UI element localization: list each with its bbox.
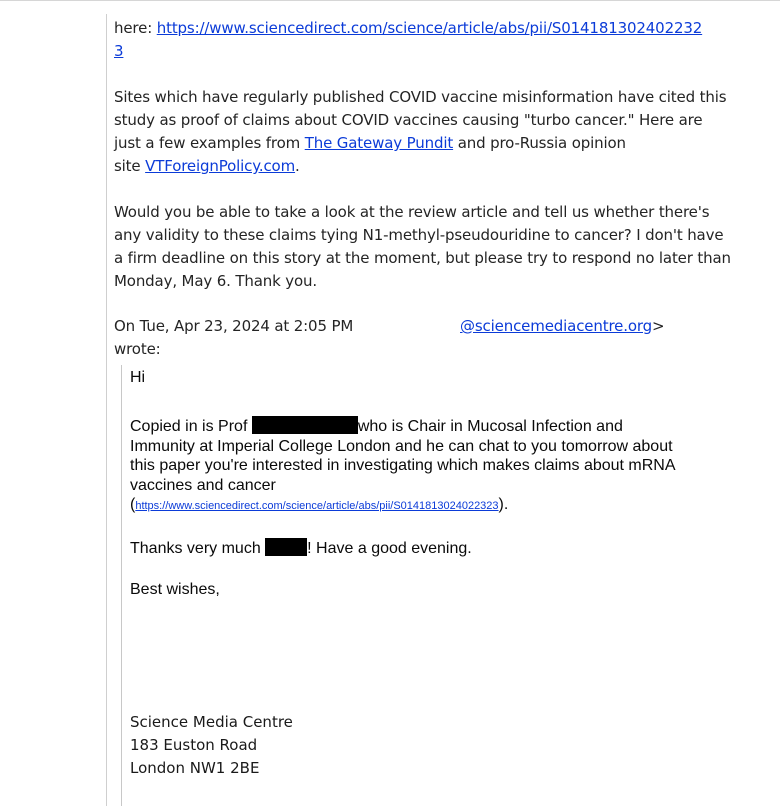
sciencedirect-link[interactable]: https://www.sciencedirect.com/science/article/abs/pii/S014181302402232	[156, 19, 703, 37]
intro-line-wrap	[114, 40, 123, 63]
redacted-recipient-name	[265, 538, 307, 556]
paragraph-request: Would you be able to take a look at the review article and tell us whether there's any validity to these claims tying N1-methyl-pseudouridine to cancer? I don't have a firm deadline on this story at the moment, but please try to respond no later than Monday, May 6. Thank you.	[114, 203, 731, 290]
best-wishes: Best wishes,	[130, 581, 220, 598]
quoted-body-paragraph: Copied in is Prof who is Chair in Mucosal Infection and Immunity at Imperial College London and he can chat to you tomorrow about this paper you're interested in investigating which makes claims about mRNA vaccines and cancer (https://www.sciencedirect.com/science/article/abs/pii/S0141813024022323).	[130, 418, 676, 513]
redacted-name	[252, 416, 358, 434]
reply-header: On Tue, Apr 23, 2024 at 2:05 PM @sciencemediacentre.org> wrote:	[114, 315, 674, 361]
top-divider	[0, 0, 780, 1]
signature-org: Science Media Centre	[130, 713, 293, 731]
signature-address-2: London NW1 2BE	[130, 759, 260, 777]
thanks-line: Thanks very much ! Have a good evening.	[130, 540, 472, 557]
quoted-reply-border	[121, 365, 122, 806]
paragraph-misinformation: Sites which have regularly published COVID vaccine misinformation have cited this study as proof of claims about COVID vaccines causing "turbo cancer." Here are just a few examples from The Gateway Pundit and pro-Russia opinion site VTForeignPolicy.com.	[114, 88, 727, 175]
quoted-sciencedirect-link[interactable]: https://www.sciencedirect.com/science/article/abs/pii/S0141813024022323	[135, 500, 499, 512]
reply-date: On Tue, Apr 23, 2024 at 2:05 PM	[114, 317, 354, 335]
wrote-label: wrote:	[114, 340, 161, 358]
signature	[130, 711, 293, 780]
greeting: Hi	[130, 369, 146, 386]
intro-line: here: https://www.sciencedirect.com/science/article/abs/pii/S014181302402232	[114, 19, 703, 37]
signature-address-1: 183 Euston Road	[130, 736, 258, 754]
sciencedirect-link-wrap[interactable]: 3	[114, 42, 124, 60]
vtforeignpolicy-link[interactable]: VTForeignPolicy.com	[145, 157, 296, 175]
message-left-border	[106, 14, 107, 806]
gateway-pundit-link[interactable]: The Gateway Pundit	[304, 134, 454, 152]
sender-email-link[interactable]: @sciencemediacentre.org	[460, 317, 653, 335]
